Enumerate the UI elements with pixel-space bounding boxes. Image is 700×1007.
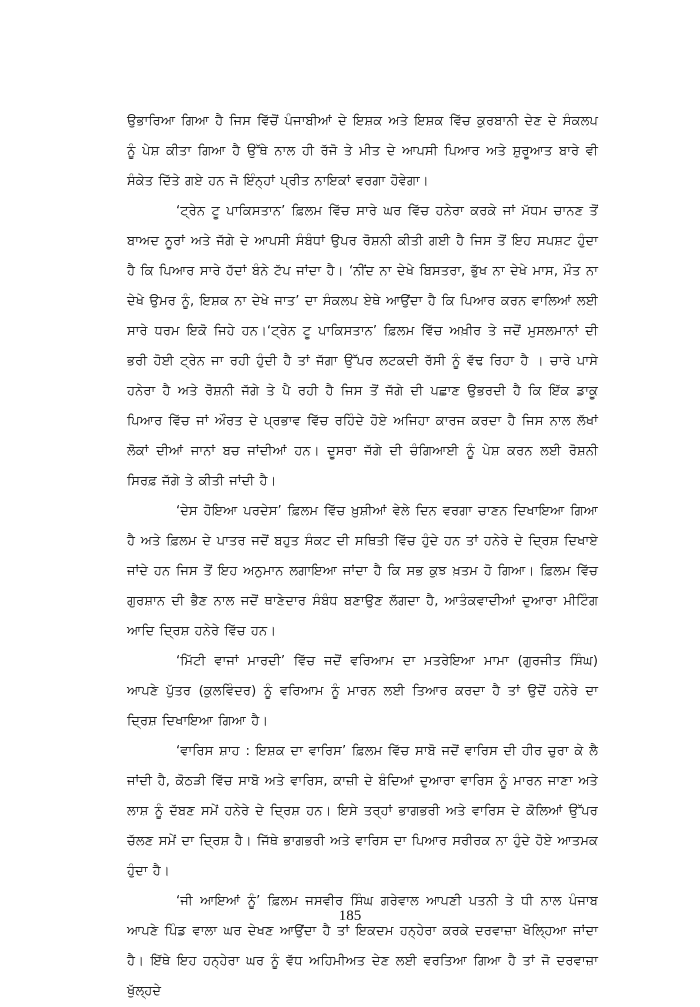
paragraph-5: ‘ਵਾਰਿਸ ਸ਼ਾਹ : ਇਸ਼ਕ ਦਾ ਵਾਰਿਸ’ ਫ਼ਿਲਮ ਵਿੱਚ ਸਾਬੋ ਜਦੋਂ ਵਾਰਿਸ ਦੀ ਹੀਰ ਚੁਰਾ ਕੇ ਲੈ ਜਾਂਦੀ ਹੈ, ਕੋਠੜੀ ਵਿੱਚ ਸਾਬੋ ਅਤੇ ਵਾਰਿਸ, ਕਾਜ਼ੀ ਦੇ ਬੰਦਿਆਂ ਦੁਆਰਾ ਵਾਰਿਸ ਨੂੰ ਮਾਰਨ ਜਾਣਾ ਅਤੇ ਲਾਸ਼ ਨੂੰ ਦੱਬਣ ਸਮੇਂ ਹਨੇਰੇ ਦੇ ਦ੍ਰਿਸ਼ ਹਨ। ਇਸੇ ਤਰ੍ਹਾਂ ਭਾਗਭਰੀ ਅਤੇ ਵਾਰਿਸ ਦੇ ਕੋਲਿਆਂ ਉੱਪਰ ਚੱਲਣ ਸਮੇਂ ਦਾ ਦ੍ਰਿਸ਼ ਹੈ। ਜਿੱਥੇ ਭਾਗਭਰੀ ਅਤੇ ਵਾਰਿਸ ਦਾ ਪਿਆਰ ਸਰੀਰਕ ਨਾ ਹੁੰਦੇ ਹੋਏ ਆਤਮਕ ਹੁੰਦਾ ਹੈ। — [127, 744, 598, 879]
paragraph-6: ‘ਜੀ ਆਇਆਂ ਨੂੰ’ ਫ਼ਿਲਮ ਜਸਵੀਰ ਸਿੰਘ ਗਰੇਵਾਲ ਆਪਣੀ ਪਤਨੀ ਤੇ ਧੀ ਨਾਲ ਪੰਜਾਬ ਆਪਣੇ ਪਿੰਡ ਵਾਲਾ ਘਰ ਦੇਖਣ ਆਉਂਦਾ ਹੈ ਤਾਂ ਇਕਦਮ ਹਨ੍ਹੇਰਾ ਕਰਕੇ ਦਰਵਾਜ਼ਾ ਖੋਲ੍ਹਿਆ ਜਾਂਦਾ ਹੈ। ਇੱਥੇ ਇਹ ਹਨ੍ਹੇਰਾ ਘਰ ਨੂੰ ਵੱਧ ਅਹਿਮੀਅਤ ਦੇਣ ਲਈ ਵਰਤਿਆ ਗਿਆ ਹੈ ਤਾਂ ਜੋ ਦਰਵਾਜ਼ਾ ਖੁੱਲ੍ਹਦੇ — [127, 894, 598, 999]
page-number: 185 — [338, 908, 362, 924]
paragraph-4: ‘ਮਿੱਟੀ ਵਾਜਾਂ ਮਾਰਦੀ’ ਵਿੱਚ ਜਦੋਂ ਵਰਿਆਮ ਦਾ ਮਤਰੇਇਆ ਮਾਮਾ (ਗੁਰਜੀਤ ਸਿੰਘ) ਆਪਣੇ ਪੁੱਤਰ (ਕੁਲਵਿੰਦਰ) ਨੂੰ ਵਰਿਆਮ ਨੂੰ ਮਾਰਨ ਲਈ ਤਿਆਰ ਕਰਦਾ ਹੈ ਤਾਂ ਉਦੋਂ ਹਨੇਰੇ ਦਾ ਦ੍ਰਿਸ਼ ਦਿਖਾਇਆ ਗਿਆ ਹੈ। — [127, 654, 598, 729]
paragraph-1: ਉਭਾਰਿਆ ਗਿਆ ਹੈ ਜਿਸ ਵਿੱਚੋਂ ਪੰਜਾਬੀਆਂ ਦੇ ਇਸ਼ਕ ਅਤੇ ਇਸ਼ਕ ਵਿੱਚ ਕੁਰਬਾਨੀ ਦੇਣ ਦੇ ਸੰਕਲਪ ਨੂੰ ਪੇਸ਼ ਕੀਤਾ ਗਿਆ ਹੈ ਉੱਥੇ ਨਾਲ ਹੀ ਰੱਜੋ ਤੇ ਮੀਤ ਦੇ ਆਪਸੀ ਪਿਆਰ ਅਤੇ ਸ਼ੁਰੂਆਤ ਬਾਰੇ ਵੀ ਸੰਕੇਤ ਦਿੱਤੇ ਗਏ ਹਨ ਜੋ ਇੰਨ੍ਹਾਂ ਪ੍ਰੀਤ ਨਾਇਕਾਂ ਵਰਗਾ ਹੋਵੇਗਾ। — [127, 114, 598, 189]
paragraph-2: ‘ਟ੍ਰੇਨ ਟੂ ਪਾਕਿਸਤਾਨ’ ਫ਼ਿਲਮ ਵਿੱਚ ਸਾਰੇ ਘਰ ਵਿੱਚ ਹਨੇਰਾ ਕਰਕੇ ਜਾਂ ਮੱਧਮ ਚਾਨਣ ਤੋਂ ਬਾਅਦ ਨੂਰਾਂ ਅਤੇ ਜੱਗੇ ਦੇ ਆਪਸੀ ਸੰਬੰਧਾਂ ਉਪਰ ਰੋਸ਼ਨੀ ਕੀਤੀ ਗਈ ਹੈ ਜਿਸ ਤੋਂ ਇਹ ਸਪਸ਼ਟ ਹੁੰਦਾ ਹੈ ਕਿ ਪਿਆਰ ਸਾਰੇ ਹੱਦਾਂ ਬੰਨੇ ਟੱਪ ਜਾਂਦਾ ਹੈ। ‘ਨੀਂਦ ਨਾ ਦੇਖੇ ਬਿਸਤਰਾ, ਭੁੱਖ ਨਾ ਦੇਖੇ ਮਾਸ, ਮੌਤ ਨਾ ਦੇਖੇ ਉਮਰ ਨੂੰ, ਇਸ਼ਕ ਨਾ ਦੇਖੇ ਜਾਤ’ ਦਾ ਸੰਕਲਪ ਏਥੇ ਆਉਂਦਾ ਹੈ ਕਿ ਪਿਆਰ ਕਰਨ ਵਾਲਿਆਂ ਲਈ ਸਾਰੇ ਧਰਮ ਇਕੋ ਜਿਹੇ ਹਨ।‘ਟ੍ਰੇਨ ਟੂ ਪਾਕਿਸਤਾਨ’ ਫ਼ਿਲਮ ਵਿੱਚ ਅਖ਼ੀਰ ਤੇ ਜਦੋਂ ਮੁਸਲਮਾਨਾਂ ਦੀ ਭਰੀ ਹੋਈ ਟ੍ਰੇਨ ਜਾ ਰਹੀ ਹੁੰਦੀ ਹੈ ਤਾਂ ਜੱਗਾ ਉੱਪਰ ਲਟਕਦੀ ਰੱਸੀ ਨੂੰ ਵੱਢ ਰਿਹਾ ਹੈ । ਚਾਰੇ ਪਾਸੇ ਹਨੇਰਾ ਹੈ ਅਤੇ ਰੋਸ਼ਨੀ ਜੱਗੇ ਤੇ ਪੈ ਰਹੀ ਹੈ ਜਿਸ ਤੋਂ ਜੱਗੇ ਦੀ ਪਛਾਣ ਉਭਰਦੀ ਹੈ ਕਿ ਇੱਕ ਡਾਕੂ ਪਿਆਰ ਵਿੱਚ ਜਾਂ ਔਰਤ ਦੇ ਪ੍ਰਭਾਵ ਵਿੱਚ ਰਹਿੰਦੇ ਹੋਏ ਅਜਿਹਾ ਕਾਰਜ ਕਰਦਾ ਹੈ ਜਿਸ ਨਾਲ ਲੱਖਾਂ ਲੋਕਾਂ ਦੀਆਂ ਜਾਨਾਂ ਬਚ ਜਾਂਦੀਆਂ ਹਨ। ਦੂਸਰਾ ਜੱਗੇ ਦੀ ਚੰਗਿਆਈ ਨੂੰ ਪੇਸ਼ ਕਰਨ ਲਈ ਰੋਸ਼ਨੀ ਸਿਰਫ਼ ਜੱਗੇ ਤੇ ਕੀਤੀ ਜਾਂਦੀ ਹੈ। — [127, 204, 598, 489]
body-text — [127, 107, 598, 1007]
paragraph-3: ‘ਦੇਸ ਹੋਇਆ ਪਰਦੇਸ’ ਫ਼ਿਲਮ ਵਿੱਚ ਖ਼ੁਸ਼ੀਆਂ ਵੇਲੇ ਦਿਨ ਵਰਗਾ ਚਾਣਨ ਦਿਖਾਇਆ ਗਿਆ ਹੈ ਅਤੇ ਫ਼ਿਲਮ ਦੇ ਪਾਤਰ ਜਦੋਂ ਬਹੁਤ ਸੰਕਟ ਦੀ ਸਥਿਤੀ ਵਿੱਚ ਹੁੰਦੇ ਹਨ ਤਾਂ ਹਨੇਰੇ ਦੇ ਦ੍ਰਿਸ਼ ਦਿਖਾਏ ਜਾਂਦੇ ਹਨ ਜਿਸ ਤੋਂ ਇਹ ਅਨੁਮਾਨ ਲਗਾਇਆ ਜਾਂਦਾ ਹੈ ਕਿ ਸਭ ਕੁਝ ਖ਼ਤਮ ਹੋ ਗਿਆ। ਫ਼ਿਲਮ ਵਿੱਚ ਗੁਰਸ਼ਾਨ ਦੀ ਭੈਣ ਨਾਲ ਜਦੋਂ ਥਾਣੇਦਾਰ ਸੰਬੰਧ ਬਣਾਉਣ ਲੱਗਦਾ ਹੈ, ਆਤੰਕਵਾਦੀਆਂ ਦੁਆਰਾ ਮੀਟਿੰਗ ਆਦਿ ਦ੍ਰਿਸ਼ ਹਨੇਰੇ ਵਿੱਚ ਹਨ। — [127, 504, 598, 639]
